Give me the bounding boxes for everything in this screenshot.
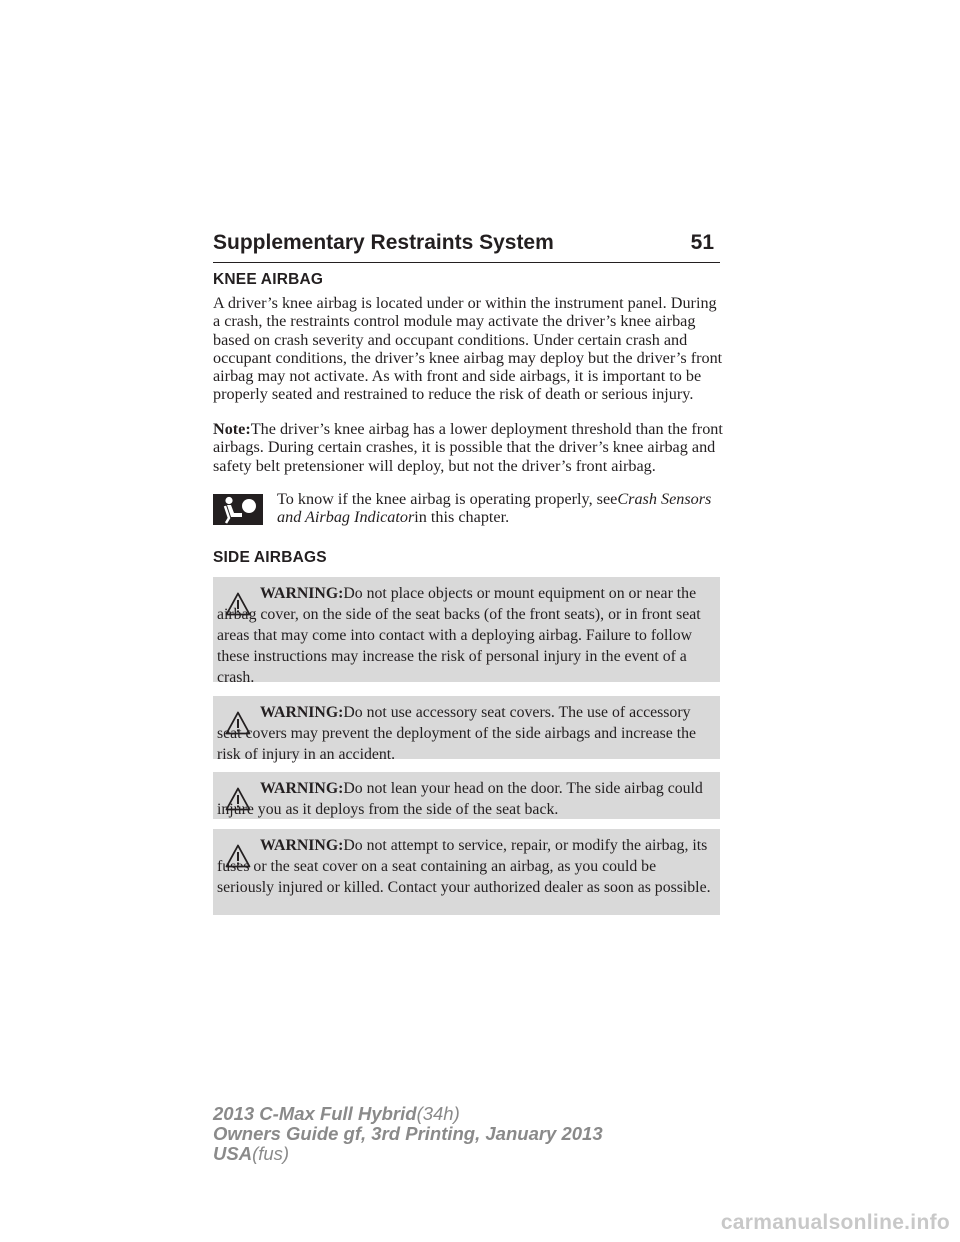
document-footer	[213, 1104, 603, 1164]
warning-box	[213, 829, 720, 915]
knee-airbag-paragraph: A driver’s knee airbag is located under or within the instrument panel. During a crash, the restraints control module may activate the driver’s knee airbag based on crash severity and occupant conditions. Under certain crash and occupant conditions, the driver’s knee airbag may deploy but the driver’s front airbag may not activate. As with front and side airbags, it is important to be properly seated and restrained to reduce the risk of death or serious injury.	[213, 294, 723, 404]
note-text: The driver’s knee airbag has a lower deployment threshold than the front airbags. During certain crashes, it is possible that the driver’s knee airbag and safety belt pretensioner will deploy, but not the driver’s front airbag.	[213, 420, 723, 475]
warning-text: WARNING:Do not lean your head on the door. The side airbag could injure you as it deploys from the side of the seat back.	[217, 780, 703, 818]
warning-text: WARNING:Do not place objects or mount equipment on or near the airbag cover, on the side of the seat backs (of the front seats), or in front seat areas that may come into contact with a deploying airbag. Failure to follow these instructions may increase the risk of personal injury in the event of a crash.	[217, 585, 701, 686]
watermark: carmanualsonline.info	[720, 1211, 950, 1234]
note-label: Note:	[213, 420, 251, 438]
airbag-indicator-reference: To know if the knee airbag is operating properly, seeCrash Sensors and Airbag Indicatorin this chapter.	[277, 490, 712, 527]
side-airbags-heading: SIDE AIRBAGS	[213, 549, 327, 566]
crash-sensors-link: Crash Sensors and Airbag Indicator	[277, 490, 712, 527]
warning-box	[213, 577, 720, 686]
footer-line-printing: Owners Guide gf, 3rd Printing, January 2013	[213, 1123, 603, 1144]
warning-text: WARNING:Do not attempt to service, repair, or modify the airbag, its fuses or the seat cover on a seat containing an airbag, as you could be seriously injured or killed. Contact your authorized dealer as soon as possible.	[217, 837, 711, 896]
warning-box	[213, 696, 720, 763]
footer-line-market: USA(fus)	[213, 1143, 290, 1164]
section-title: Supplementary Restraints System	[213, 231, 554, 254]
knee-airbag-heading: KNEE AIRBAG	[213, 271, 324, 288]
knee-airbag-note	[213, 420, 725, 475]
page-number: 51	[690, 231, 714, 254]
airbag-warning-icon	[213, 494, 263, 525]
warning-box	[213, 772, 720, 819]
warning-text: WARNING:Do not use accessory seat covers. The use of accessory seat covers may prevent the deployment of the side airbags and increase the risk of injury in an accident.	[217, 704, 696, 763]
page-header	[213, 226, 720, 263]
footer-line-model: 2013 C-Max Full Hybrid(34h)	[213, 1103, 460, 1124]
